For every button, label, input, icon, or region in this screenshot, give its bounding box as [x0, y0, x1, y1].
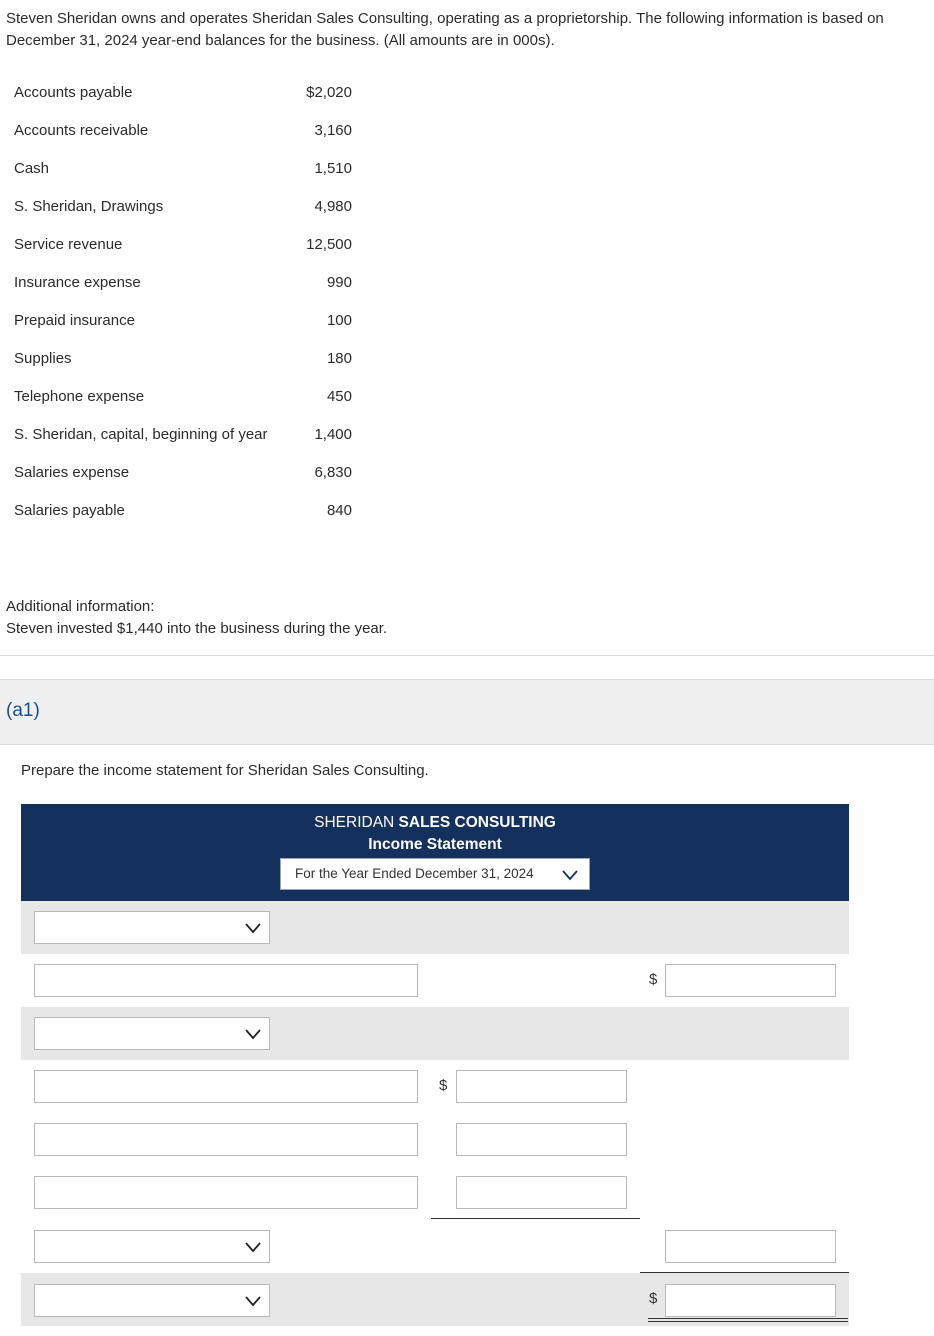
account-amount: 180 [326, 350, 352, 367]
revenue-amount-input[interactable] [665, 964, 836, 997]
account-amount: 3,160 [314, 122, 352, 139]
expense-amount-input[interactable] [456, 1176, 627, 1209]
revenues-heading-select[interactable] [34, 911, 270, 944]
section-tag: (a1) [6, 700, 40, 721]
expense-name-input[interactable] [34, 1070, 418, 1103]
subtotal-rule [431, 1218, 640, 1219]
account-label: Salaries expense [14, 464, 130, 481]
chevron-down-icon [561, 868, 579, 882]
account-label: Salaries payable [14, 502, 125, 519]
statement-header [21, 804, 849, 901]
double-rule-bottom [648, 1321, 848, 1322]
company-name-prefix: SHERIDAN [314, 814, 395, 831]
account-label: Prepaid insurance [14, 312, 135, 329]
expense-name-input[interactable] [34, 1176, 418, 1209]
company-name [21, 814, 849, 832]
expense-amount-input[interactable] [456, 1123, 627, 1156]
account-label: Accounts receivable [14, 122, 149, 139]
account-amount: 100 [326, 312, 352, 329]
account-amount: 6,830 [314, 464, 352, 481]
period-select[interactable] [280, 858, 590, 890]
additional-info-text: Steven invested $1,440 into the business during the year. [6, 620, 388, 637]
statement-title: Income Statement [368, 836, 502, 853]
account-amount: 840 [326, 502, 352, 519]
currency-symbol: $ [649, 1290, 658, 1307]
expenses-heading-select[interactable] [34, 1017, 270, 1050]
chevron-down-icon [244, 1294, 262, 1308]
period-select-value: For the Year Ended December 31, 2024 [295, 866, 534, 881]
account-label: Service revenue [14, 236, 123, 253]
chevron-down-icon [244, 1027, 262, 1041]
currency-symbol: $ [439, 1077, 448, 1094]
account-label: S. Sheridan, Drawings [14, 198, 164, 215]
double-rule-top [648, 1318, 848, 1319]
additional-info-heading: Additional information: [6, 598, 155, 615]
section-bar [0, 679, 934, 745]
account-label: Accounts payable [14, 84, 133, 101]
account-label: S. Sheridan, capital, beginning of year [14, 426, 268, 443]
chevron-down-icon [244, 921, 262, 935]
account-amount: 4,980 [314, 198, 352, 215]
company-name-rest: SALES CONSULTING [398, 814, 556, 831]
currency-symbol: $ [649, 971, 658, 988]
account-amount: 1,510 [314, 160, 352, 177]
account-label: Supplies [14, 350, 72, 367]
account-label: Insurance expense [14, 274, 141, 291]
account-amount: 990 [326, 274, 352, 291]
net-income-input[interactable] [665, 1284, 836, 1317]
total-expenses-select[interactable] [34, 1230, 270, 1263]
account-amount: $2,020 [306, 84, 352, 101]
account-label: Cash [14, 160, 50, 177]
revenue-account-input[interactable] [34, 964, 418, 997]
net-income-select[interactable] [34, 1284, 270, 1317]
account-amount: 450 [326, 388, 352, 405]
problem-intro: Steven Sheridan owns and operates Sheridan Sales Consulting, operating as a proprietorship. The following information is based on December 31, 2024 year-end balances for the business. (All amounts are in 000s). [6, 10, 884, 49]
account-label: Telephone expense [14, 388, 145, 405]
expense-name-input[interactable] [34, 1123, 418, 1156]
chevron-down-icon [244, 1240, 262, 1254]
account-amount: 1,400 [314, 426, 352, 443]
divider [0, 655, 934, 656]
account-amount: 12,500 [306, 236, 352, 253]
expense-amount-input[interactable] [456, 1070, 627, 1103]
total-expenses-input[interactable] [665, 1230, 836, 1263]
question-prompt: Prepare the income statement for Sheridan Sales Consulting. [21, 762, 429, 779]
